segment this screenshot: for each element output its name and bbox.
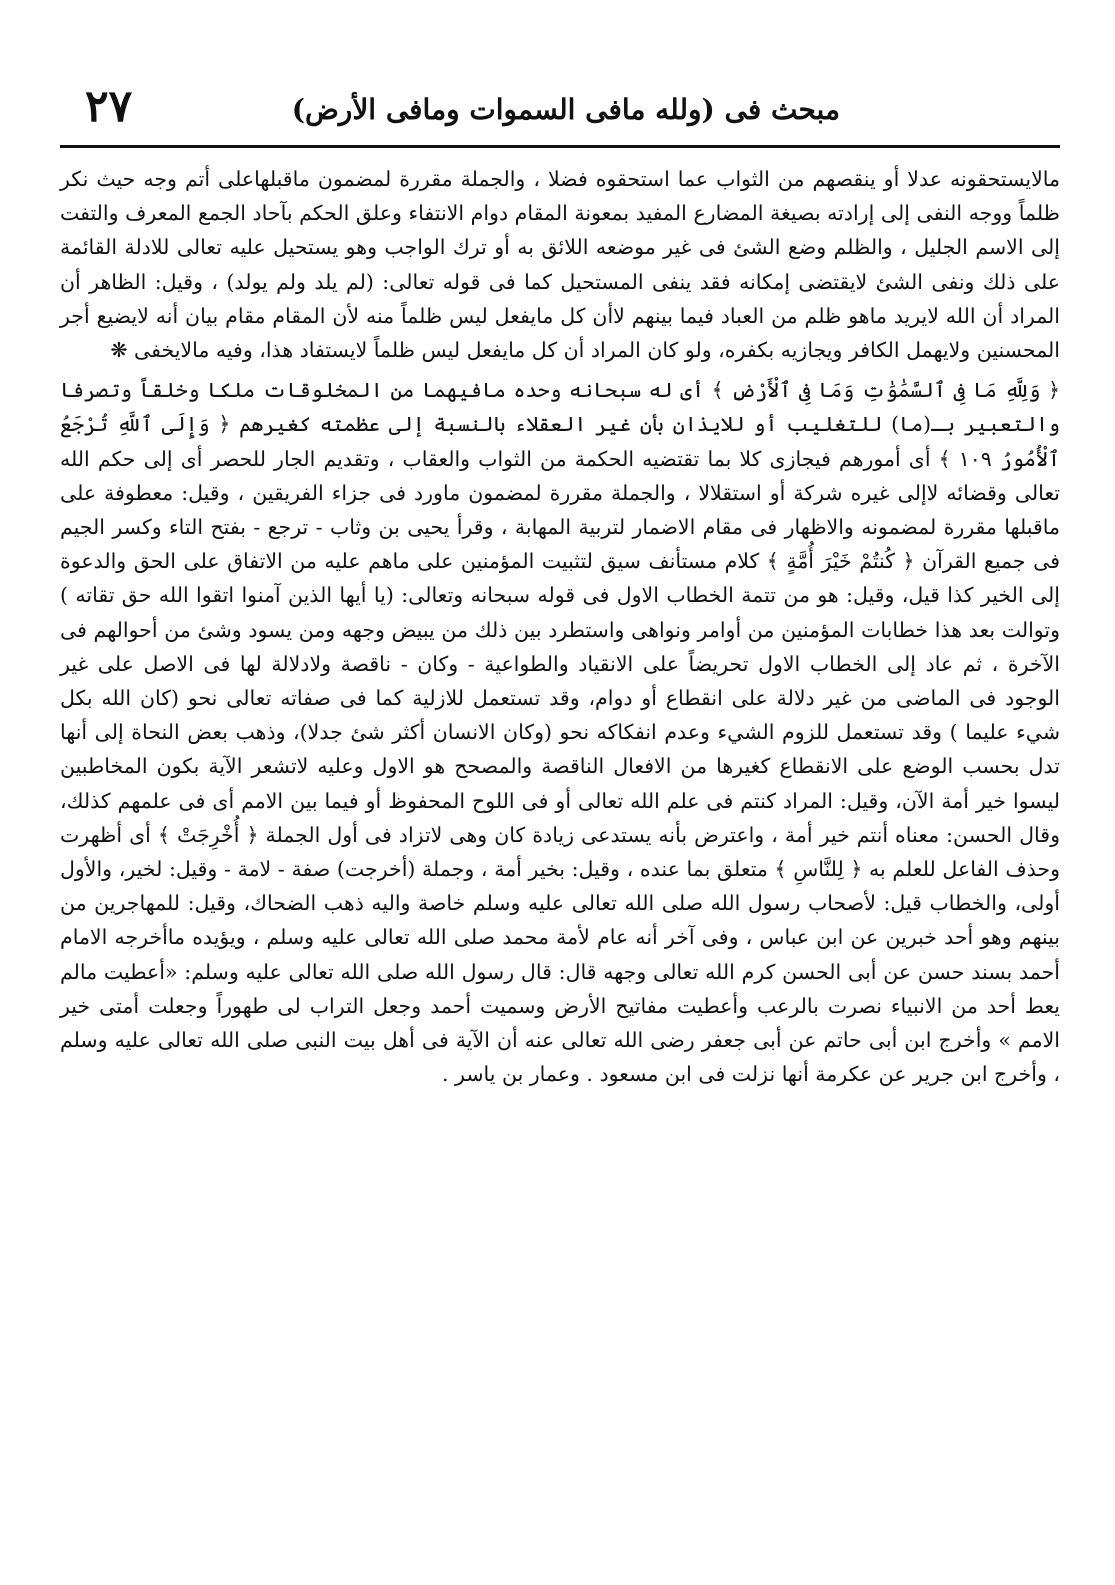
document-page: [60, 75, 1060, 1545]
body-text: [60, 162, 1060, 1091]
page-number: ٢٧: [85, 81, 133, 132]
page-title: مبحث فى (ولله مافى السموات ومافى الأرض): [291, 93, 840, 126]
paragraph: مالايستحقونه عدلا أو ينقصهم من الثواب عما استحقوه فضلا ، والجملة مقررة لمضمون ماقبلهاعلى أتم وجه حيث نكر ظلماً ووجه النفى إلى إرادته بصيغة المضارع المفيد بمعونة المقام دوام الانتفاء وعلق الحكم بآحاد الجمع المعرف والتفت إلى الاسم الجليل ، والظلم وضع الشئ فى غير موضعه اللائق به أو ترك الواجب وهو يستحيل عليه تعالى للادلة القائمة على ذلك ونفى الشئ لايقتضى إمكانه فقد ينفى المستحيل كما فى قوله تعالى: (لم يلد ولم يولد) ، وقيل: الظاهر أن المراد أن الله لايريد ماهو ظلم من العباد فيما بينهم لاأن كل مايفعل ليس ظلماً منه لأن المقام مقام بيان أنه لايضيع أجر المحسنين ولايهمل الكافر ويجازيه بكفره، ولو كان المراد أن كل مايفعل ليس ظلماً لايستفاد هذا، وفيه مالايخفى ❋: [60, 167, 1060, 363]
paragraph: ﴿ وَلِلَّهِ مَا فِى ٱلسَّمَٰوَٰتِ وَمَا فِى ٱلْأَرْضِ ﴾ أى له سبحانه وحده مافيهما من المخلوقات ملكا وخلقاً وتصرفا والتعبير بـ(ما) للتغليب أو للايذان بأن غير العقلاء بالنسبة إلى عظمته كغيرهم ﴿ وَإِلَى ٱللَّهِ تُرْجَعُ ٱلْأُمُورُ ١٠٩ ﴾ أى أمورهم فيجازى كلا بما تقتضيه الحكمة من الثواب والعقاب ، وتقديم الجار للحصر أى إلى حكم الله تعالى وقضائه لاإلى غيره شركة أو استقلالا ، والجملة مقررة لمضمون ماورد فى جزاء الفريقين ، وقيل: معطوفة على ماقبلها مقررة لمضمونه والاظهار فى مقام الاضمار لتربية المهابة ، وقرأ يحيى بن وثاب - ترجع - بفتح التاء وكسر الجيم فى جميع القرآن ﴿ كُنتُمْ خَيْرَ أُمَّةٍ ﴾ كلام مستأنف سيق لتثبيت المؤمنين على ماهم عليه من الاتفاق على الحق والدعوة إلى الخير كذا قيل، وقيل: هو من تتمة الخطاب الاول فى قوله سبحانه وتعالى: (يا أيها الذين آمنوا اتقوا الله حق تقاته ) وتوالت بعد هذا خطابات المؤمنين من أوامر ونواهى واستطرد بين ذلك من يبيض وجهه ومن يسود وشئ من أحوالهم فى الآخرة ، ثم عاد إلى الخطاب الاول تحريضاً على الانقياد والطواعية - وكان - ناقصة ولادلالة لها فى الاصل على غير الوجود فى الماضى من غير دلالة على انقطاع أو دوام، وقد تستعمل للازلية كما فى صفاته تعالى نحو (كان الله بكل شيء عليما ) وقد تستعمل للزوم الشيء وعدم انفكاكه نحو (وكان الانسان أكثر شئ جدلا)، وذهب بعض النحاة إلى أنها تدل بحسب الوضع على الانقطاع كغيرها من الافعال الناقصة والمصحح هو الاول وعليه لاتشعر الآية بكون المخاطبين ليسوا خير أمة الآن، وقيل: المراد كنتم فى علم الله تعالى أو فى اللوح المحفوظ أو فيما بين الامم أى فى علمهم كذلك، وقال الحسن: معناه أنتم خير أمة ، واعترض بأنه يستدعى زيادة كان وهى لاتزاد فى أول الجملة ﴿ أُخْرِجَتْ ﴾ أى أظهرت وحذف الفاعل للعلم به ﴿ لِلنَّاسِ ﴾ متعلق بما عنده ، وقيل: بخير أمة ، وجملة (أخرجت) صفة - لامة - وقيل: لخير، والأول أولى، والخطاب قيل: لأصحاب رسول الله صلى الله تعالى عليه وسلم خاصة واليه ذهب الضحاك، وقيل: للمهاجرين من بينهم وهو أحد خبرين عن ابن عباس ، وفى آخر أنه عام لأمة محمد صلى الله تعالى عليه وسلم ، ويؤيده ماأخرجه الامام أحمد بسند حسن عن أبى الحسن كرم الله تعالى وجهه قال: قال رسول الله صلى الله تعالى عليه وسلم: «أعطيت مالم يعط أحد من الانبياء نصرت بالرعب وأعطيت مفاتيح الأرض وسميت أحمد وجعل التراب لى طهوراً وجعلت أمتى خير الامم » وأخرج ابن أبى حاتم عن أبى جعفر رضى الله تعالى عنه أن الآية فى أهل بيت النبى صلى الله تعالى عليه وسلم ، وأخرج ابن جرير عن عكرمة أنها نزلت فى ابن مسعود . وعمار بن ياسر .: [60, 378, 1061, 1087]
page-header: [60, 75, 1060, 148]
